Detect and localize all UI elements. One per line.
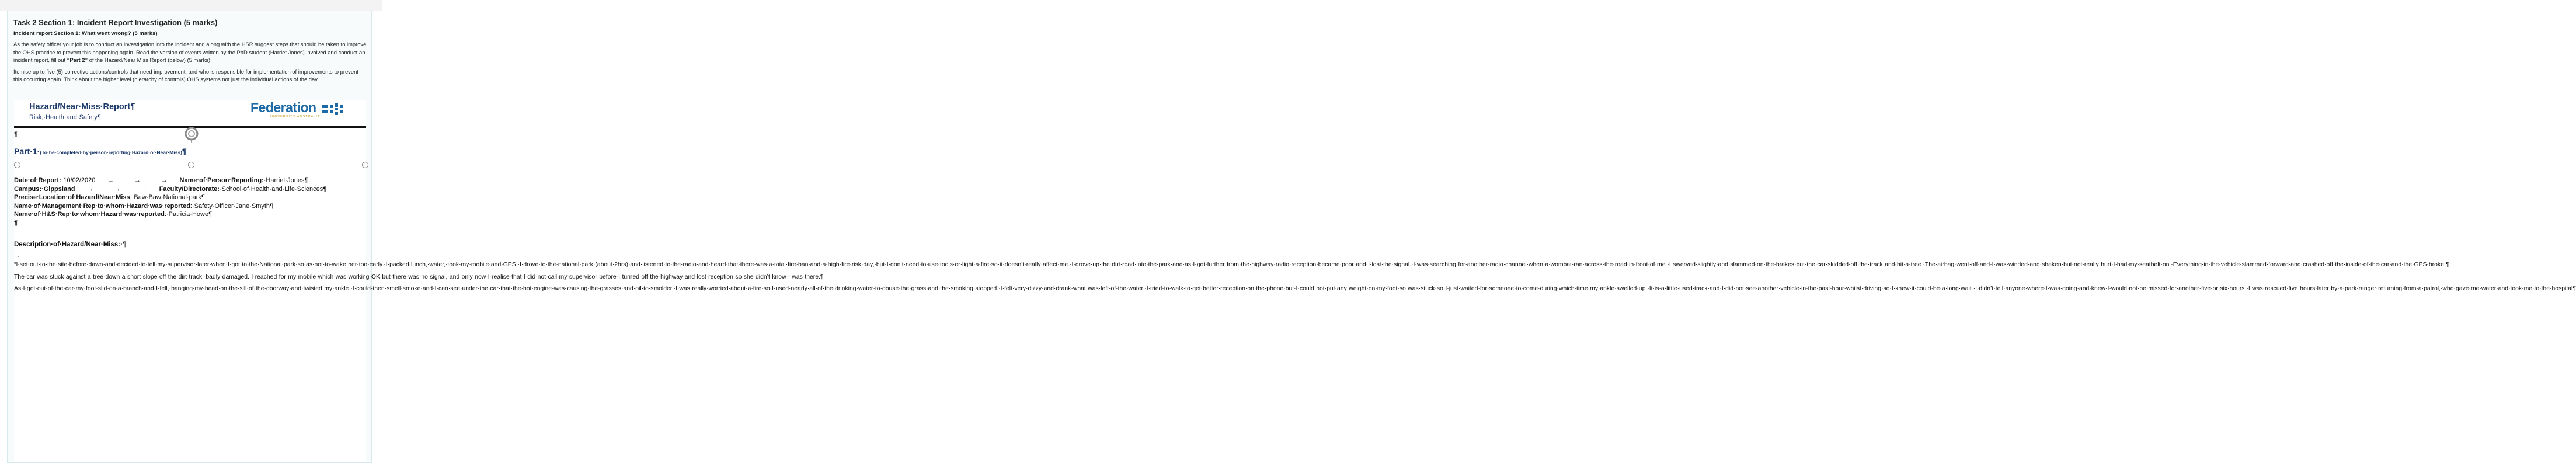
logo-mark-icon [322,103,343,115]
faculty-label: Faculty/Directorate: [159,185,220,193]
logo-wordmark: Federation [250,100,316,115]
empty-pilcrow: ¶ [14,219,18,227]
management-rep-label: Name·of·Management·Rep·to·whom·Hazard·was·reported [14,202,190,210]
date-label: Date·of·Report: [14,177,61,184]
resize-handle-left[interactable] [14,162,20,168]
description-paragraph: As·I·got·out·of·the·car·my·foot·slid·on·a·branch·and·I·fell,·banging·my·head·on·the·sill·of·the·doorway·and·twisted·my·ankle.·I·could·then·smell·smoke·and·I·can·see·under·the·car·that·the·hot·engine·was·causing·the·grasses·and·oil·to·smolder.·I·was·really·worried·about·a·fire·so·I·used·nearly·all·of·the·drinking·water·to·douse·the·grass·and·the·smoking·stopped.·I·felt·very·dizzy·and·drank·what·was·left·of·the·water.·I·tried·to·walk·to·get·better·reception·on·the·phone·but·I·could·not·put·any·weight·on·my·foot·so·was·stuck·so·I·just·waited·for·someone·to·come·during·which·time·my·ankle·swelled·up.·It·is·a·little·used·track·and·I·did·not·see·another·vehicle·in·the·past·hour·whilst·driving·so·I·knew·it·could·be·a·long·wait.·I·didn’t·tell·anyone·where·I·was·going·and·knew·I·would·not·be·missed·for·another·five·or·six·hours.·I·was·rescued·five·hours·later·by·a·park·ranger·returning·from·a·patrol,·who·gave·me·water·and·took·me·to·the·hospital¶ [14,285,2576,292]
field-row-management-rep [14,202,366,211]
date-value: ·10/02/2020 [61,177,96,184]
reporter-name-label: Name·of·Person·Reporting: [179,177,264,184]
report-subtitle: Risk,·Health·and·Safety¶ [29,114,101,121]
hsr-value: :·Patricia·Howe¶ [164,211,212,218]
report-title: Hazard/Near·Miss·Report¶ [29,102,135,112]
description-paragraph-text: “I·set·out·to·the·site·before·dawn·and·decided·to·tell·my·supervisor·later·when·I·got·to·the·National·park·so·as·not·to·wake·her·too·early.·I·packed·lunch,·water,·took·my·mobile·and·GPS.·I·drove·to·the·national·park·(about·2hrs)·and·listened·to·the·radio·and·heard·that·there·was·a·total·fire·ban·and·a·high·fire·risk·day,·but·I·don’t·need·to·use·tools·or·light·a·fire·so·it·doesn’t·really·affect·me.·I·drove·up·the·dirt·road·into·the·park·and·as·I·got·further·from·the·highway·radio·reception·became·poor·and·I·lost·the·signal.·I·was·searching·for·another·radio·channel·when·a·wombat·ran·across·the·road·in·front·of·me.·I·swerved·slightly·and·slammed·on·the·brakes·but·the·car·skidded·off·the·track·and·hit·a·tree.·The·airbag·went·off·and·I·was·winded·and·shaken·but·not·really·hurt·I·had·my·seatbelt·on.·Everything·in·the·vehicle·slammed·forward·and·crashed·off·the·inside·of·the·car·and·the·GPS·broke.¶ [14,262,2449,269]
empty-paragraph [14,219,366,228]
location-value: :·Baw·Baw·National·park¶ [130,194,205,201]
task-subheading: Incident report Section 1: What went wrong? (5 marks) [13,30,158,37]
task-paragraph-2: Itemise up to five (5) corrective actions/controls that need improvement, and who is responsible for implementation of improvements to prevent this occurring again. Think about the higher level (hierarchy of controls) OHS systems not just the individual actions of the day. [13,68,358,82]
description-body [14,253,2576,297]
rotate-handle-icon[interactable] [183,126,200,142]
tab-arrow: → [134,177,141,184]
description-heading: Description·of·Hazard/Near·Miss:·¶ [14,241,127,248]
part-1-note: (To·be·completed·by·person·reporting·Hazard·or·Near·Miss) [40,149,182,155]
field-row-campus [14,185,366,194]
task-paragraph-1-bold: “Part 2” [67,57,88,63]
part-1-pilcrow: ¶ [182,147,187,156]
hsr-label: Name·of·H&S·Rep·to·whom·Hazard·was·reported [14,211,165,218]
tab-arrow: → [114,185,121,193]
task-title: Task 2 Section 1: Incident Report Investigation (5 marks) [13,18,218,27]
browser-top-strip [0,0,382,11]
resize-handle-right[interactable] [362,162,368,168]
field-row-date [14,176,366,185]
indent-arrow: → [14,253,20,260]
part-1-heading [14,147,187,157]
faculty-value: ·School·of·Health·and·Life·Sciences¶ [219,185,327,193]
management-rep-value: :·Safety·Officer·Jane·Smyth¶ [190,202,273,210]
task-paragraph-1-start: As the safety officer your job is to conduct an investigation into the incident and along with the HSR suggest steps that should be taken to improve the OHS practice to prevent this happening again. Read the version of events written by the PhD student (Harriet Jones) involved and conduct an incident report, fill out [13,41,367,63]
field-row-hsr [14,210,366,219]
tab-arrow: → [87,185,94,193]
logo-subtext: UNIVERSITY·AUSTRALIA [270,115,321,119]
report-fields [14,176,366,227]
description-paragraph [14,253,2449,270]
campus-label: Campus:·Gippsland [14,185,75,193]
header-pilcrow: ¶ [14,131,18,138]
tab-arrow: → [107,177,114,184]
location-label: Precise·Location·of·Hazard/Near·Miss [14,194,130,201]
resize-handle-center[interactable] [188,162,194,168]
tab-arrow: → [161,177,168,184]
field-row-location [14,193,366,202]
embedded-word-document [14,100,2576,462]
task-paragraph-1-end: of the Hazard/Near Miss Report (below) (5 marks): [88,57,212,63]
tab-arrow: → [141,185,148,193]
task-instructions [13,18,367,83]
task-paragraph-1 [13,40,367,64]
part-1-title: Part·1· [14,147,40,156]
description-paragraph: The·car·was·stuck·against·a·tree·down·a·short·slope·off·the·dirt·track,·badly·damaged.·I·reached·for·my·mobile·which·was·working·OK·but·there·was·no·signal,·and·only·now·I·realise·that·I·did·not·call·my·supervisor·before·I·turned·off·the·highway·and·lost·reception·so·she·didn’t·know·I·was·there.¶ [14,273,824,280]
federation-logo [250,102,344,120]
reporter-name-value: ·Harriet·Jones¶ [263,177,308,184]
task-card [7,11,2576,463]
